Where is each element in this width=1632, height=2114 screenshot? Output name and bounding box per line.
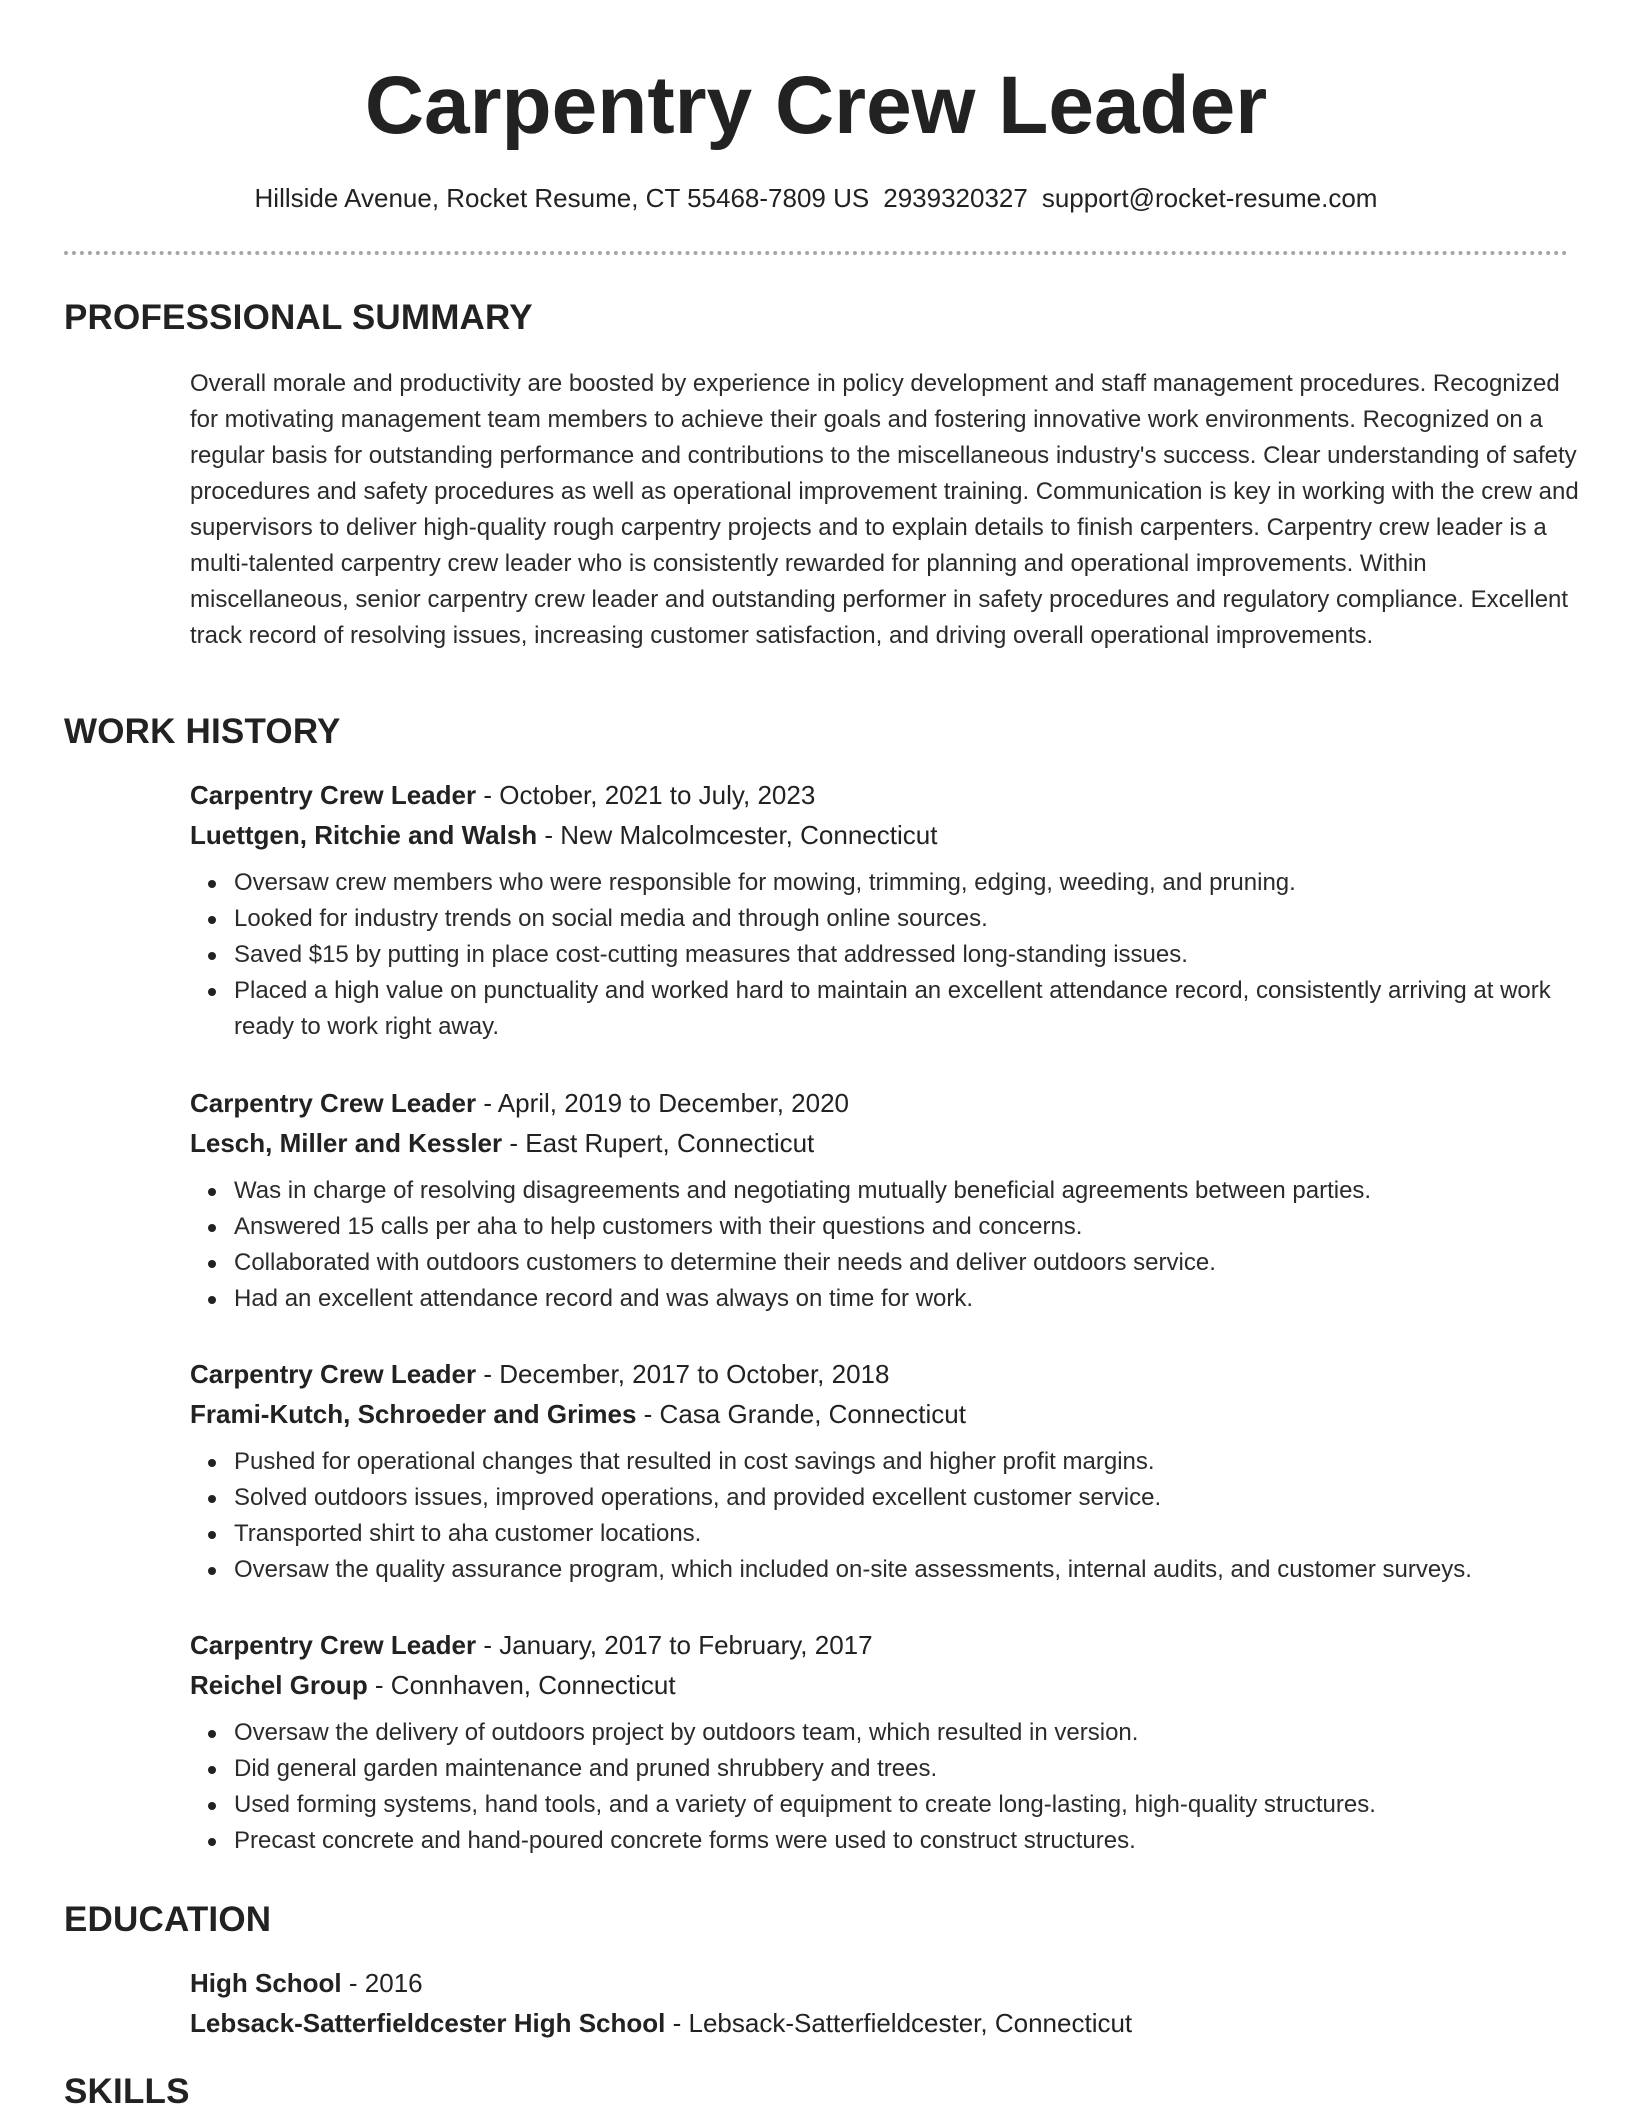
education-degree: High School xyxy=(190,1968,342,1998)
section-title-skills: SKILLS xyxy=(64,2072,190,2111)
job-bullet-list xyxy=(190,1444,1570,1588)
job-company: Luettgen, Ritchie and Walsh xyxy=(190,820,538,850)
job-role: Carpentry Crew Leader xyxy=(190,1088,477,1118)
job-role: Carpentry Crew Leader xyxy=(190,780,477,810)
job-dates: - October, 2021 to July, 2023 xyxy=(476,780,816,810)
job-location: - East Rupert, Connecticut xyxy=(502,1128,815,1158)
job-title-line xyxy=(190,775,1570,815)
job-company: Reichel Group xyxy=(190,1670,368,1700)
job-bullet: Was in charge of resolving disagreements and negotiating mutually beneficial agreements between parties. xyxy=(234,1173,1570,1209)
job-bullet: Precast concrete and hand-poured concrete forms were used to construct structures. xyxy=(234,1823,1570,1859)
job-bullet: Transported shirt to aha customer locations. xyxy=(234,1516,1570,1552)
job-company-line xyxy=(190,1394,1570,1434)
job-bullet: Collaborated with outdoors customers to determine their needs and deliver outdoors service. xyxy=(234,1245,1570,1281)
job-company-line xyxy=(190,1665,1570,1705)
job-bullet: Had an excellent attendance record and was always on time for work. xyxy=(234,1281,1570,1317)
job-dates: - January, 2017 to February, 2017 xyxy=(476,1630,873,1660)
job-company: Frami-Kutch, Schroeder and Grimes xyxy=(190,1399,637,1429)
section-title-work-history: WORK HISTORY xyxy=(64,712,341,751)
job-company: Lesch, Miller and Kessler xyxy=(190,1128,503,1158)
job-title-line xyxy=(190,1354,1570,1394)
job-bullet: Oversaw the delivery of outdoors project by outdoors team, which resulted in version. xyxy=(234,1715,1570,1751)
education-year: - 2016 xyxy=(341,1968,423,1998)
contact-email: support@rocket-resume.com xyxy=(1041,183,1378,213)
job-bullet: Used forming systems, hand tools, and a variety of equipment to create long-lasting, high-quality structures. xyxy=(234,1787,1570,1823)
contact-line xyxy=(0,181,1632,215)
job-entry xyxy=(190,1625,1570,1859)
contact-phone: 2939320327 xyxy=(883,183,1028,213)
education-location: - Lebsack-Satterfieldcester, Connecticut xyxy=(665,2008,1133,2038)
job-dates: - December, 2017 to October, 2018 xyxy=(476,1359,890,1389)
job-location: - Casa Grande, Connecticut xyxy=(636,1399,966,1429)
job-location: - New Malcolmcester, Connecticut xyxy=(537,820,938,850)
education-degree-line xyxy=(190,1963,1570,2003)
section-title-summary: PROFESSIONAL SUMMARY xyxy=(64,298,533,337)
job-entry xyxy=(190,775,1570,1045)
job-bullet: Placed a high value on punctuality and worked hard to maintain an excellent attendance record, consistently arriving at work ready to work right away. xyxy=(234,973,1570,1045)
job-entry xyxy=(190,1354,1570,1588)
job-bullet: Oversaw crew members who were responsible for mowing, trimming, edging, weeding, and pruning. xyxy=(234,865,1570,901)
job-bullet: Looked for industry trends on social media and through online sources. xyxy=(234,901,1570,937)
education-school-line xyxy=(190,2003,1570,2043)
summary-text: Overall morale and productivity are boosted by experience in policy development and staff management procedures. Recognized for motivating management team members to achieve their goals and fostering innovative work environments. Recognized on a regular basis for outstanding performance and contributions to the miscellaneous industry's success. Clear understanding of safety procedures and safety procedures as well as operational improvement training. Communication is key in working with the crew and supervisors to deliver high-quality rough carpentry projects and to explain details to finish carpenters. Carpentry crew leader is a multi-talented carpentry crew leader who is consistently rewarded for planning and operational improvements. Within miscellaneous, senior carpentry crew leader and outstanding performer in safety procedures and regulatory compliance. Excellent track record of resolving issues, increasing customer satisfaction, and driving overall operational improvements. xyxy=(190,370,1579,649)
job-company-line xyxy=(190,815,1570,855)
job-bullet: Answered 15 calls per aha to help customers with their questions and concerns. xyxy=(234,1209,1570,1245)
job-bullet: Solved outdoors issues, improved operations, and provided excellent customer service. xyxy=(234,1480,1570,1516)
education-school: Lebsack-Satterfieldcester High School xyxy=(190,2008,666,2038)
job-bullet: Saved $15 by putting in place cost-cutting measures that addressed long-standing issues. xyxy=(234,937,1570,973)
job-bullet-list xyxy=(190,865,1570,1045)
job-bullet-list xyxy=(190,1173,1570,1317)
education-entry xyxy=(190,1963,1570,2043)
resume-name: Carpentry Crew Leader xyxy=(364,60,1268,151)
job-entry xyxy=(190,1083,1570,1317)
job-bullet: Did general garden maintenance and pruned shrubbery and trees. xyxy=(234,1751,1570,1787)
job-title-line xyxy=(190,1083,1570,1123)
job-title-line xyxy=(190,1625,1570,1665)
job-bullet: Oversaw the quality assurance program, which included on-site assessments, internal audits, and customer surveys. xyxy=(234,1552,1570,1588)
contact-address: Hillside Avenue, Rocket Resume, CT 55468-7809 US xyxy=(254,183,870,213)
job-role: Carpentry Crew Leader xyxy=(190,1359,477,1389)
header-divider xyxy=(64,251,1568,255)
job-bullet: Pushed for operational changes that resulted in cost savings and higher profit margins. xyxy=(234,1444,1570,1480)
job-company-line xyxy=(190,1123,1570,1163)
job-location: - Connhaven, Connecticut xyxy=(367,1670,676,1700)
job-bullet-list xyxy=(190,1715,1570,1859)
job-role: Carpentry Crew Leader xyxy=(190,1630,477,1660)
job-dates: - April, 2019 to December, 2020 xyxy=(476,1088,849,1118)
section-title-education: EDUCATION xyxy=(64,1900,272,1939)
